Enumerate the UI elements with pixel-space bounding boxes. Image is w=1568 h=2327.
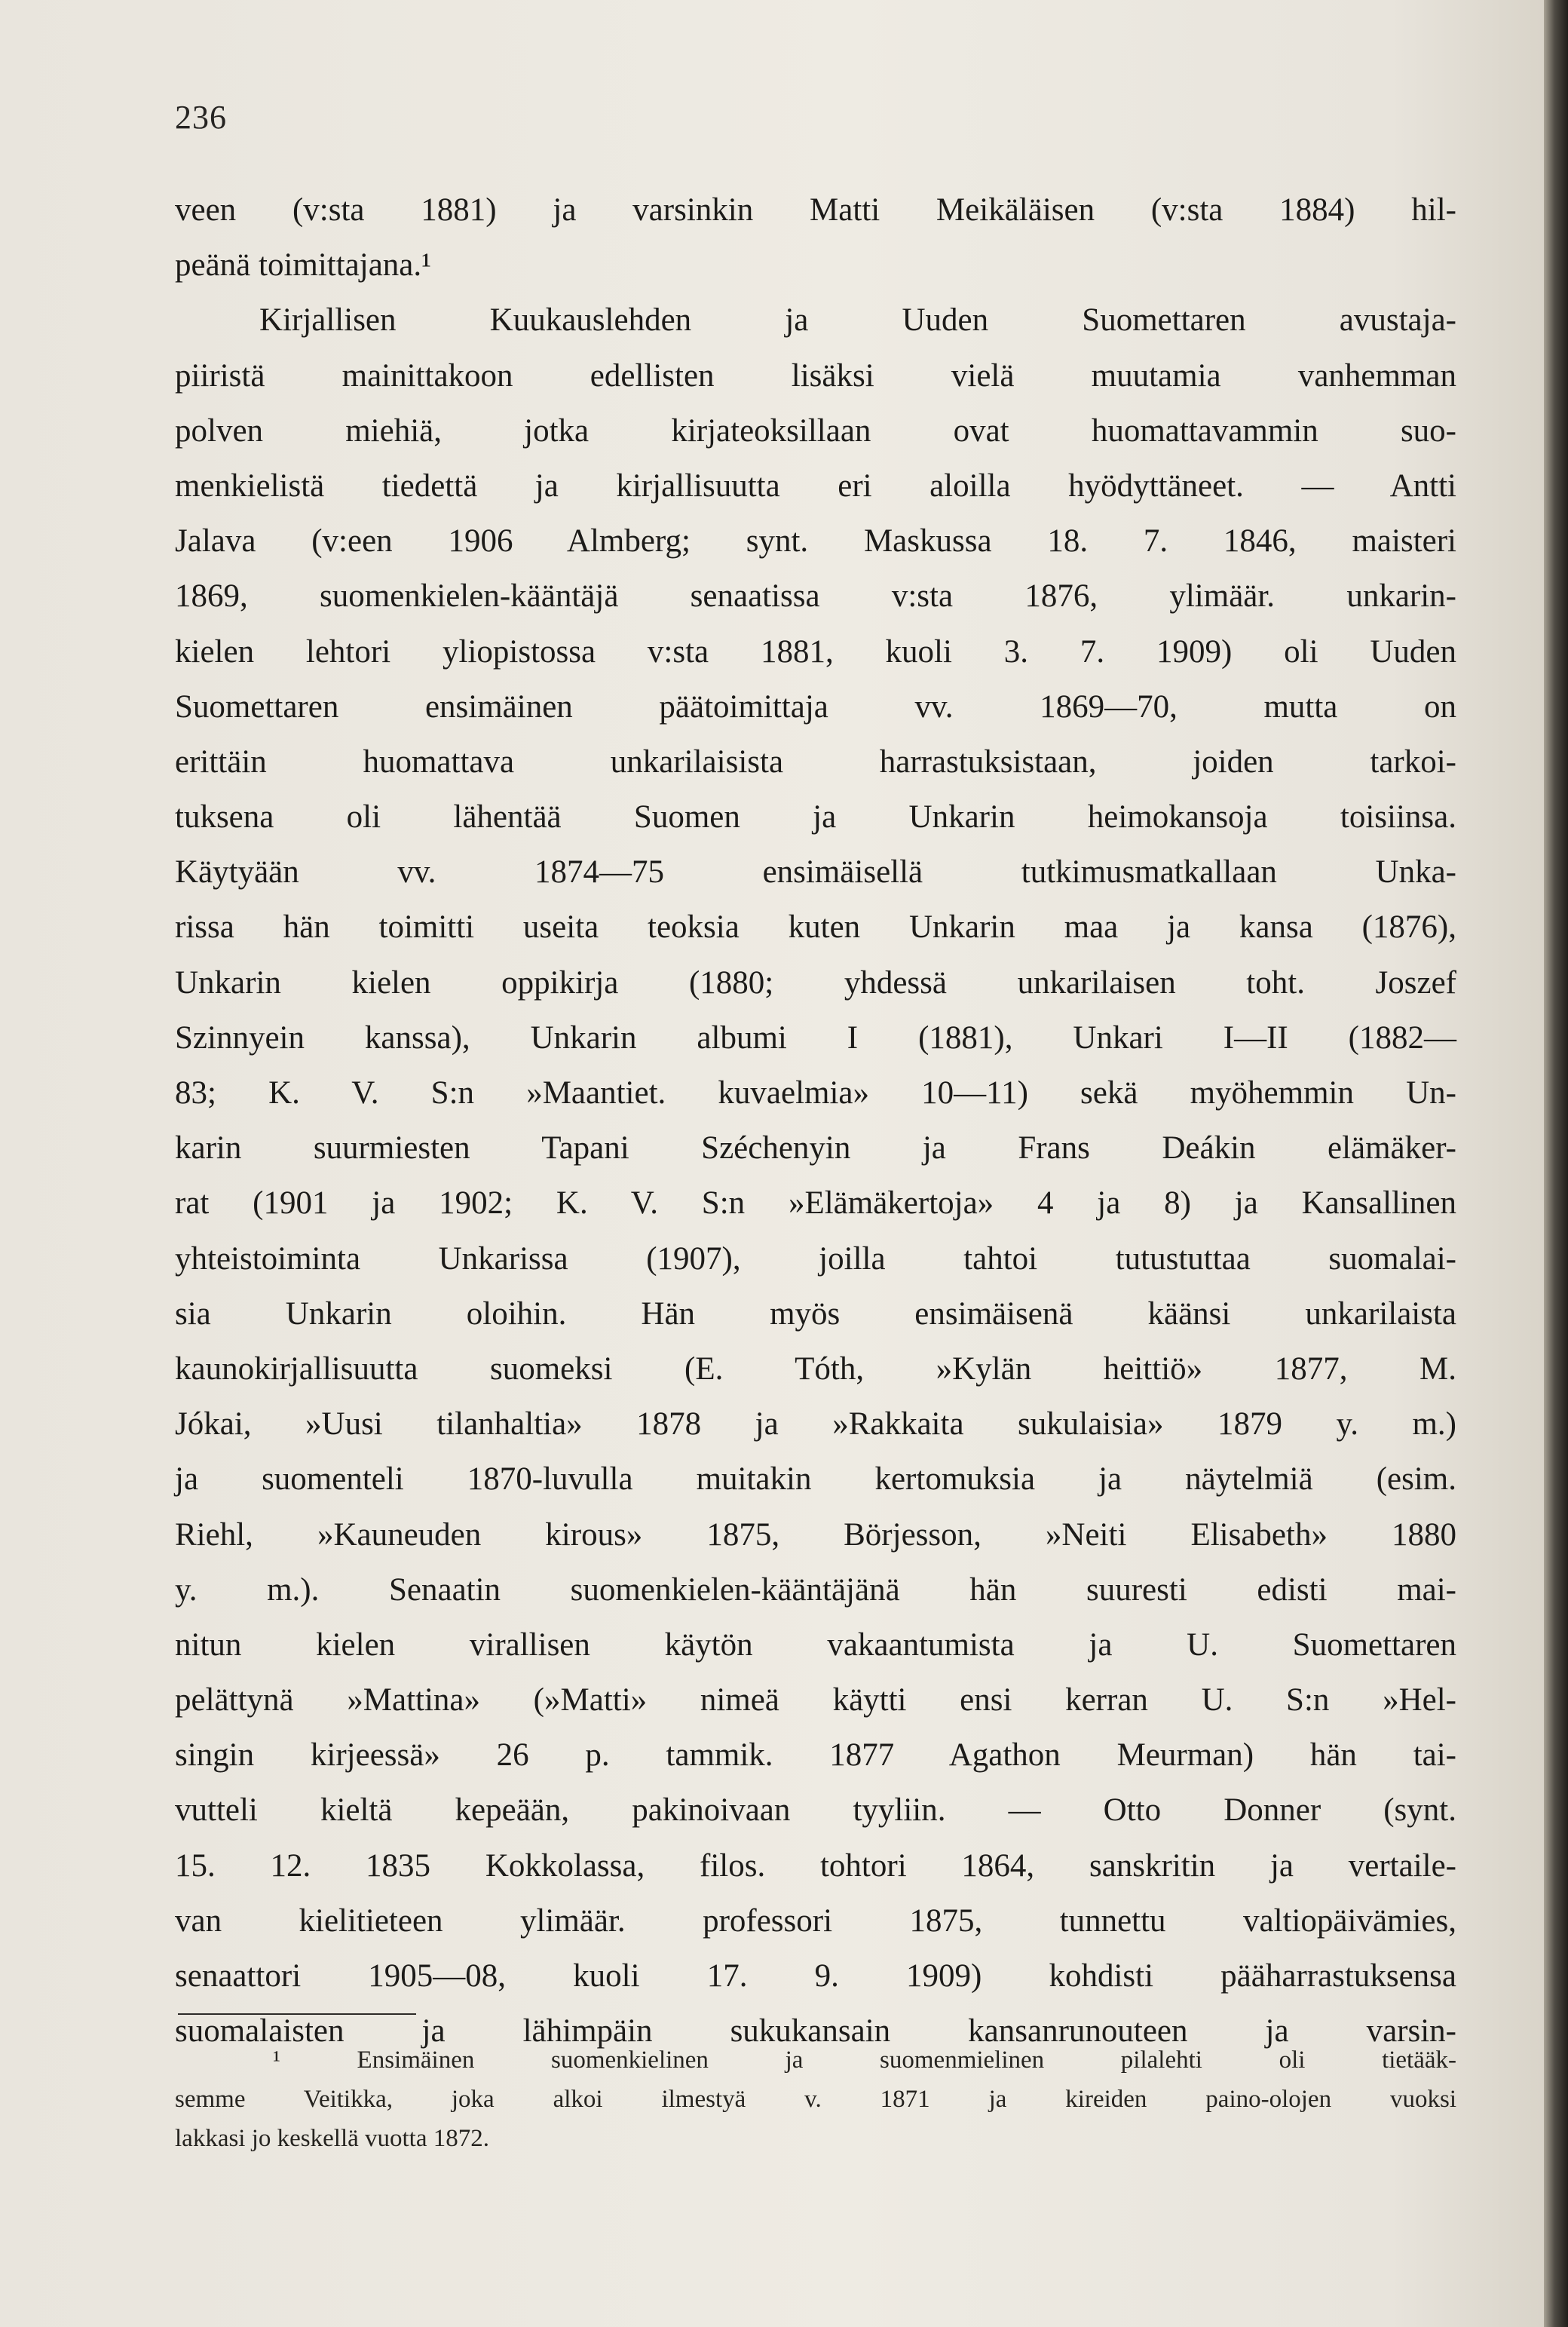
- text-line: Jókai, »Uusi tilanhaltia» 1878 ja »Rakkaita sukulaisia» 1879 y. m.): [175, 1406, 1456, 1442]
- text-line: polven miehiä, jotka kirjateoksillaan ovat huomattavammin suo-: [175, 412, 1456, 449]
- text-line: rat (1901 ja 1902; K. V. S:n »Elämäkertoja» 4 ja 8) ja Kansallinen: [175, 1185, 1456, 1222]
- text-line: pelättynä »Mattina» (»Matti» nimeä käytti ensi kerran U. S:n »Hel-: [175, 1682, 1456, 1718]
- text-line: van kielitieteen ylimäär. professori 1875, tunnettu valtiopäivämies,: [175, 1902, 1456, 1939]
- page-number: 236: [175, 99, 227, 136]
- text-line: 15. 12. 1835 Kokkolassa, filos. tohtori 1864, sanskritin ja vertaile-: [175, 1847, 1456, 1884]
- footnote-line: lakkasi jo keskellä vuotta 1872.: [175, 2125, 489, 2152]
- text-line: vutteli kieltä kepeään, pakinoivaan tyyliin. — Otto Donner (synt.: [175, 1792, 1456, 1829]
- text-line: rissa hän toimitti useita teoksia kuten Unkarin maa ja kansa (1876),: [175, 909, 1456, 946]
- text-line: suomalaisten ja lähimpäin sukukansain kansanrunouteen ja varsin-: [175, 2013, 1456, 2050]
- body-text: [175, 182, 1456, 2059]
- text-line: Szinnyein kanssa), Unkarin albumi I (1881), Unkari I—II (1882—: [175, 1019, 1456, 1056]
- text-line: kielen lehtori yliopistossa v:sta 1881, kuoli 3. 7. 1909) oli Uuden: [175, 633, 1456, 670]
- text-line: senaattori 1905—08, kuoli 17. 9. 1909) kohdisti pääharrastuksensa: [175, 1958, 1456, 1994]
- text-line: tuksena oli lähentää Suomen ja Unkarin heimokansoja toisiinsa.: [175, 799, 1456, 835]
- text-line: 83; K. V. S:n »Maantiet. kuvaelmia» 10—11) sekä myöhemmin Un-: [175, 1075, 1456, 1111]
- text-line: sia Unkarin oloihin. Hän myös ensimäisenä käänsi unkarilaista: [175, 1295, 1456, 1332]
- text-line: Riehl, »Kauneuden kirous» 1875, Börjesson, »Neiti Elisabeth» 1880: [175, 1516, 1456, 1553]
- text-line: yhteistoiminta Unkarissa (1907), joilla tahtoi tutustuttaa suomalai-: [175, 1240, 1456, 1277]
- footnote-line: semme Veitikka, joka alkoi ilmestyä v. 1871 ja kireiden paino-olojen vuoksi: [175, 2086, 1456, 2113]
- text-line: y. m.). Senaatin suomenkielen-kääntäjänä hän suuresti edisti mai-: [175, 1571, 1456, 1608]
- footnotes: [175, 2040, 1456, 2158]
- text-line: kaunokirjallisuutta suomeksi (E. Tóth, »Kylän heittiö» 1877, M.: [175, 1351, 1456, 1387]
- text-line: ja suomenteli 1870-luvulla muitakin kertomuksia ja näytelmiä (esim.: [175, 1461, 1456, 1498]
- text-line: veen (v:sta 1881) ja varsinkin Matti Meikäläisen (v:sta 1884) hil-: [175, 192, 1456, 228]
- text-line: singin kirjeessä» 26 p. tammik. 1877 Agathon Meurman) hän tai-: [175, 1737, 1456, 1774]
- footnote-divider: [178, 2013, 416, 2015]
- text-line: nitun kielen virallisen käytön vakaantumista ja U. Suomettaren: [175, 1626, 1456, 1663]
- text-line: karin suurmiesten Tapani Széchenyin ja Frans Deákin elämäker-: [175, 1130, 1456, 1167]
- text-line: erittäin huomattava unkarilaisista harrastuksistaan, joiden tarkoi-: [175, 743, 1456, 780]
- footnote-line: ¹ Ensimäinen suomenkielinen ja suomenmielinen pilalehti oli tietääk-: [273, 2046, 1456, 2074]
- text-line: piiristä mainittakoon edellisten lisäksi vielä muutamia vanhemman: [175, 357, 1456, 394]
- text-line: Suomettaren ensimäinen päätoimittaja vv. 1869—70, mutta on: [175, 688, 1456, 725]
- book-spine-shadow: [1544, 0, 1568, 2327]
- text-line: Kirjallisen Kuukauslehden ja Uuden Suomettaren avustaja-: [259, 302, 1456, 339]
- text-line: 1869, suomenkielen-kääntäjä senaatissa v:sta 1876, ylimäär. unkarin-: [175, 578, 1456, 615]
- text-line: menkielistä tiedettä ja kirjallisuutta eri aloilla hyödyttäneet. — Antti: [175, 468, 1456, 504]
- text-line: Jalava (v:een 1906 Almberg; synt. Maskussa 18. 7. 1846, maisteri: [175, 523, 1456, 560]
- text-line: Käytyään vv. 1874—75 ensimäisellä tutkimusmatkallaan Unka-: [175, 854, 1456, 891]
- text-line: Unkarin kielen oppikirja (1880; yhdessä unkarilaisen toht. Joszef: [175, 964, 1456, 1001]
- text-line: peänä toimittajana.¹: [175, 247, 432, 284]
